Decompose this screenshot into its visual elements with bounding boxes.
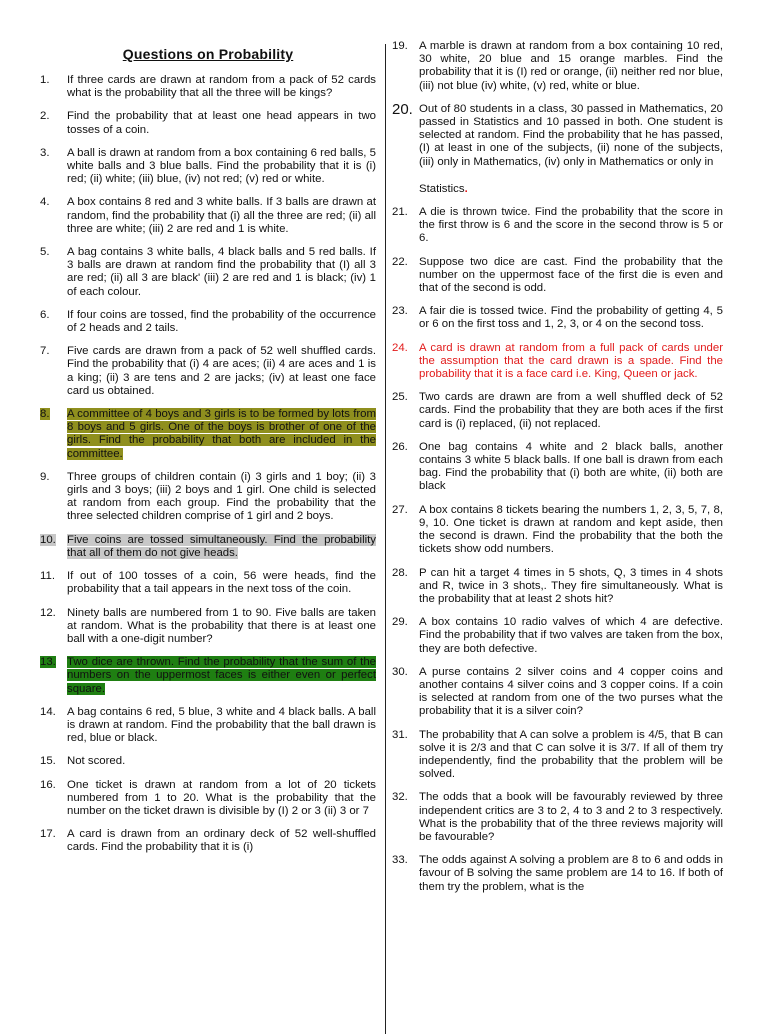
question-text: If out of 100 tosses of a coin, 56 were heads, find the probability that a tail appears in the next toss of the coin. [67,570,376,596]
question-7 [40,345,376,398]
question-text: A box contains 8 red and 3 white balls. If 3 balls are drawn at random, find the probability that (i) all the three are red; (ii) all three are white; (iii) 2 are red and 1 is white. [67,196,376,235]
question-1 [40,74,376,100]
question-text: If four coins are tossed, find the probability of the occurrence of 2 heads and 2 tails. [67,308,376,335]
question-number: 9. [40,470,50,483]
question-13 [40,656,376,696]
question-text: Ninety balls are numbered from 1 to 90. Five balls are taken at random. What is the probability that there is at least one ball with a one-digit number? [67,606,376,645]
question-22 [392,256,723,296]
question-number: 32. [392,791,408,804]
left-column [40,40,376,865]
question-3 [40,147,376,187]
question-number: 25. [392,391,408,404]
question-number: 26. [392,440,408,453]
question-14 [40,706,376,746]
question-number: 29. [392,616,408,629]
question-text: A card is drawn at random from a full pack of cards under the assumption that the card drawn is a spade. Find the probability that it is a face card i.e. King, Queen or jack. [419,341,723,381]
question-text: The probability that A can solve a problem is 4/5, that B can solve it is 2/3 and that C can solve it is 3/7. If all of them try independently, find the probability that the problem will be solved. [419,728,723,781]
question-number: 31. [392,728,408,741]
question-23 [392,305,723,331]
question-text [67,534,376,560]
question-28 [392,567,723,607]
question-text: If three cards are drawn at random from a pack of 52 cards what is the probability that all the three will be kings? [67,74,376,100]
question-text: Find the probability that at least one head appears in two tosses of a coin. [67,110,376,136]
red-dot-mark: . [464,182,468,195]
question-number: 4. [40,196,50,209]
question-number: 14. [40,705,56,718]
question-26 [392,441,723,494]
question-text-main: Out of 80 students in a class, 30 passed in Mathematics, 20 passed in Statistics and 10 passed in both. One student is selected at random. Find the probability that he has passed, (I) at least in one of the subjects, (ii) none of the subjects, (iii) only in Mathematics, (iv) only in Mathematics or only in [419,102,723,168]
question-text: Not scored. [67,755,126,768]
question-text: Two cards are drawn are from a well shuffled deck of 52 cards. Find the probability that they are both aces if the first card is (i) replaced, (ii) not replaced. [419,391,723,430]
question-number: 16. [40,778,56,791]
question-number: 11. [40,570,55,583]
question-text: A marble is drawn at random from a box containing 10 red, 30 white, 20 blue and 15 orange marbles. Find the probability that it is (I) red or orange, (ii) neither red nor blue, (iii) not blue (iv) white, (v) red, white or blue. [419,40,723,92]
question-text: A bag contains 3 white balls, 4 black balls and 5 red balls. If 3 balls are drawn at random find the probability that (I) all 3 are red; (ii) all 3 are black' (iii) 2 are red and 1 is black; (iv) 1 of each colour. [67,246,376,298]
question-number: 1. [40,74,50,86]
question-number [40,534,67,547]
question-21 [392,206,723,246]
question-6 [40,309,376,335]
question-number: 30. [392,665,408,678]
question-number: 24. [392,341,408,354]
question-31 [392,729,723,782]
question-text: A box contains 10 radio valves of which 4 are defective. Find the probability that if two valves are taken from the box, they are both defective. [419,616,723,655]
question-text: Five cards are drawn from a pack of 52 well shuffled cards. Find the probability that (i) 4 are aces; (ii) 4 are aces and 1 is a king; (ii) 3 are tens and 2 are jacks; (iv) at least one face card us obtained. [67,345,376,397]
question-11 [40,570,376,596]
question-number: 15. [40,755,56,768]
question-number: 2. [40,110,50,123]
question-number: 6. [40,308,50,321]
column-divider [385,44,386,1034]
question-number: 33. [392,854,408,867]
question-32 [392,791,723,844]
question-number: 27. [392,503,408,516]
highlight-olive: A committee of 4 boys and 3 girls is to be formed by lots from 8 boys and 5 girls. One of the boys is brother of one of the girls. Find the probability that both are included in the committee. [67,408,376,460]
statistics-word: Statistics [419,182,465,195]
question-12 [40,607,376,647]
question-4 [40,196,376,236]
highlight-gray: Five coins are tossed simultaneously. Find the probability that all of them do not give heads. [67,533,376,559]
question-number [40,656,67,669]
question-text: A ball is drawn at random from a box containing 6 red balls, 5 white balls and 3 blue balls. Find the probability that it is (i) red; (ii) white; (iii) blue, (iv) not red; (v) red or white. [67,146,376,186]
question-text: A box contains 8 tickets bearing the numbers 1, 2, 3, 5, 7, 8, 9, 10. One ticket is drawn at random and kept aside, then the second is drawn. Find the probability that the both the tickets show odd numbers. [419,503,723,556]
question-text: A die is thrown twice. Find the probability that the score in the first throw is 6 and the score in the second throw is 5 or 6. [419,206,723,245]
question-number [40,408,67,421]
right-column [392,40,723,904]
question-text: A card is drawn from an ordinary deck of 52 well-shuffled cards. Find the probability that it is (i) [67,828,376,854]
question-text: One bag contains 4 white and 2 black balls, another contains 3 white 5 black balls. If one ball is drawn from each bag. Find the probability that (i) both are white, (ii) both are black [419,440,723,493]
question-text: A purse contains 2 silver coins and 4 copper coins and another contains 4 silver coins and 3 copper coins. If a coin is selected at random from one of the two purses what the probability that it is a silver coin? [419,665,723,718]
highlight-olive: 8. [40,408,50,421]
question-text [67,656,376,696]
question-number: 5. [40,246,50,259]
question-number: 3. [40,146,50,159]
question-10 [40,534,376,560]
question-text-continued [419,183,723,196]
question-27 [392,504,723,557]
question-text: One ticket is drawn at random from a lot of 20 tickets numbered from 1 to 20. What is the probability that the number on the ticket drawn is divisible by (I) 2 or 3 (ii) 3 or 7 [67,778,376,817]
question-30 [392,666,723,719]
question-9 [40,471,376,524]
question-number: 21. [392,206,408,219]
question-number: 22. [392,255,408,268]
question-number: 23. [392,305,408,318]
highlight-gray: 10. [40,533,56,546]
question-number: 28. [392,566,408,579]
question-number: 7. [40,345,50,358]
question-number: 20. [392,100,413,118]
question-text: Three groups of children contain (i) 3 girls and 1 boy; (ii) 3 girls and 3 boys; (iii) 2 boys and 1 girl. One child is selected at random from each group. Find the probability that the three selected children comprise of 1 girl and 2 boys. [67,470,376,523]
question-text [419,103,723,196]
highlight-green: Two dice are thrown. Find the probability that the sum of the numbers on the uppermost faces is either even or perfect square. [67,656,376,695]
question-text: A fair die is tossed twice. Find the probability of getting 4, 5 or 6 on the first toss and 1, 2, 3, or 4 on the second toss. [419,305,723,331]
question-15 [40,755,376,768]
question-number: 12. [40,606,56,619]
question-24 [392,342,723,382]
question-text: A bag contains 6 red, 5 blue, 3 white and 4 black balls. A ball is drawn at random. Find the probability that the ball drawn is red, blue or black. [67,705,376,745]
page-title: Questions on Probability [122,46,294,62]
question-19 [392,40,723,93]
question-5 [40,246,376,299]
question-text: The odds that a book will be favourably reviewed by three independent critics are 3 to 2, 4 to 3 and 2 to 3 respectively. What is the probability that of the three reviews majority will be favourable? [419,791,723,843]
question-29 [392,616,723,656]
highlight-green: 13. [40,656,56,669]
question-text: P can hit a target 4 times in 5 shots, Q, 3 times in 4 shots and R, twice in 3 shots,. They fire simultaneously. What is the probability that at least 2 shots hit? [419,566,723,605]
question-17 [40,828,376,854]
question-16 [40,779,376,819]
question-text [67,408,376,461]
question-33 [392,854,723,894]
question-text: The odds against A solving a problem are 8 to 6 and odds in favour of B solving the same problem are 14 to 16. If both of them try the problem, what is the [419,854,723,893]
question-number: 19. [392,40,408,52]
question-2 [40,110,376,136]
question-20 [392,100,723,196]
question-number: 17. [40,828,56,841]
question-8 [40,408,376,461]
question-text: Suppose two dice are cast. Find the probability that the number on the uppermost face of the first die is even and that of the second is odd. [419,255,723,295]
question-25 [392,391,723,431]
